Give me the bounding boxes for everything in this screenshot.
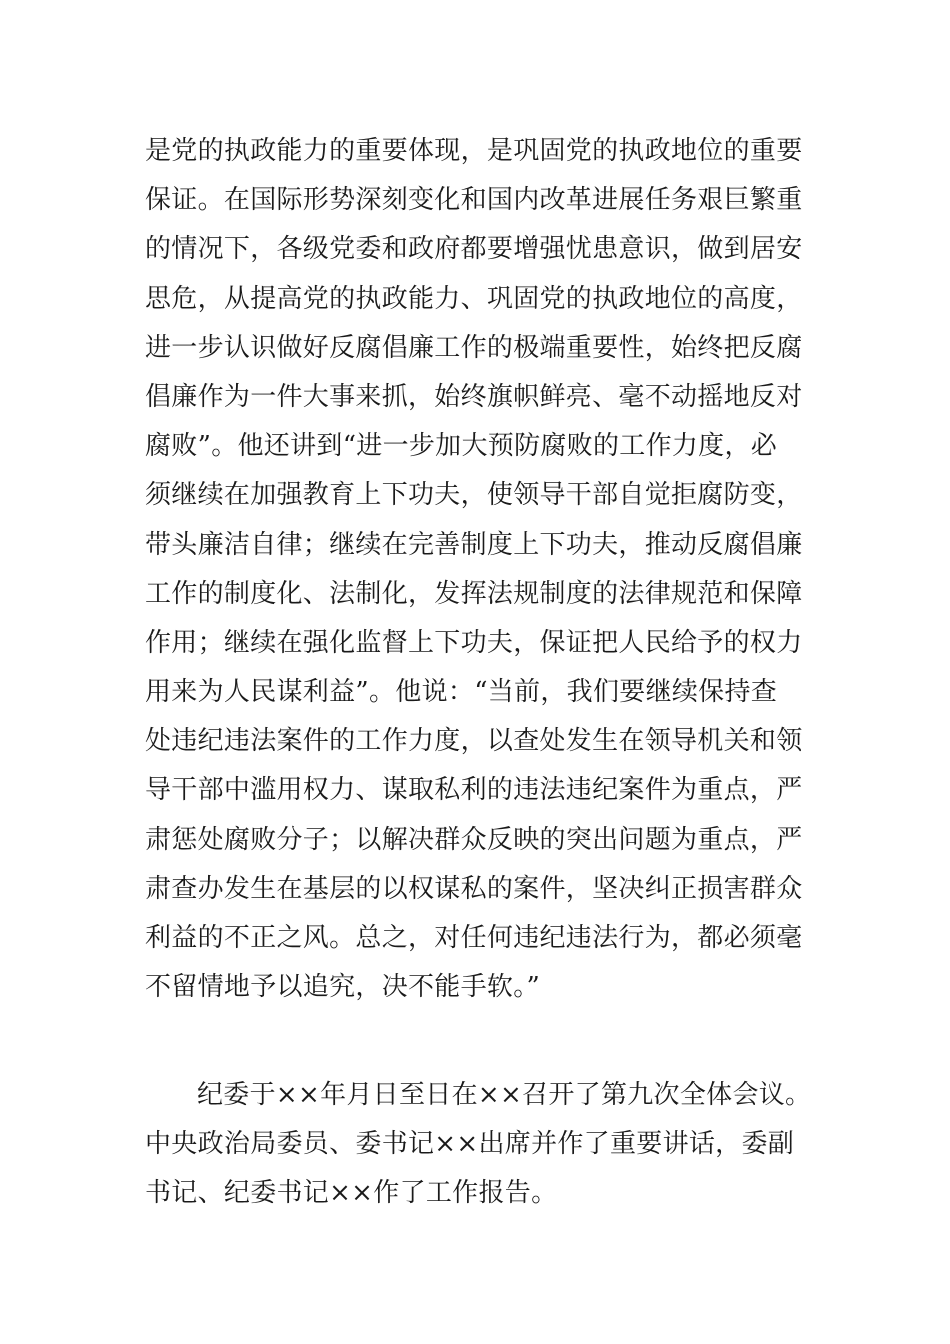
text-line: 肃惩处腐败分子；以解决群众反映的突出问题为重点，严: [145, 824, 803, 855]
text-line: 是党的执政能力的重要体现，是巩固党的执政地位的重要: [145, 136, 803, 166]
text-line: 须继续在加强教育上下功夫，使领导干部自觉拒腐防变，: [145, 480, 803, 511]
text-line: 的情况下，各级党委和政府都要增强忧患意识，做到居安: [145, 234, 803, 265]
text-line: 腐败”。他还讲到“进一步加大预防腐败的工作力度，必: [145, 431, 778, 462]
text-line: 纪委于××年月日至日在××召开了第九次全体会议。: [197, 1080, 812, 1110]
text-line: 肃查办发生在基层的以权谋私的案件，坚决纠正损害群众: [145, 873, 803, 904]
text-line: 处违纪违法案件的工作力度，以查处发生在领导机关和领: [145, 726, 803, 757]
paragraph-2: [145, 1071, 835, 1219]
text-line: 利益的不正之风。总之，对任何违纪违法行为，都必须毫: [145, 923, 803, 953]
text-line: 思危，从提高党的执政能力、巩固党的执政地位的高度，: [145, 283, 803, 314]
paragraph-1: [145, 127, 825, 1012]
text-line: 不留情地予以追究，决不能手软。”: [145, 972, 541, 1003]
text-line: 中央政治局委员、委书记××出席并作了重要讲话，委副: [145, 1129, 795, 1160]
text-line: 倡廉作为一件大事来抓，始终旗帜鲜亮、毫不动摇地反对: [145, 381, 803, 412]
text-line: 书记、纪委书记××作了工作报告。: [145, 1178, 558, 1209]
text-line: 作用；继续在强化监督上下功夫，保证把人民给予的权力: [145, 627, 803, 658]
text-line: 带头廉洁自律；继续在完善制度上下功夫，推动反腐倡廉: [145, 529, 803, 560]
text-line: 导干部中滥用权力、谋取私利的违法违纪案件为重点，严: [145, 775, 803, 806]
text-line: 用来为人民谋利益”。他说：“当前，我们要继续保持查: [145, 677, 778, 708]
text-line: 进一步认识做好反腐倡廉工作的极端重要性，始终把反腐: [145, 332, 803, 363]
text-line: 保证。在国际形势深刻变化和国内改革进展任务艰巨繁重: [145, 185, 803, 216]
text-line: 工作的制度化、法制化，发挥法规制度的法律规范和保障: [145, 578, 803, 609]
